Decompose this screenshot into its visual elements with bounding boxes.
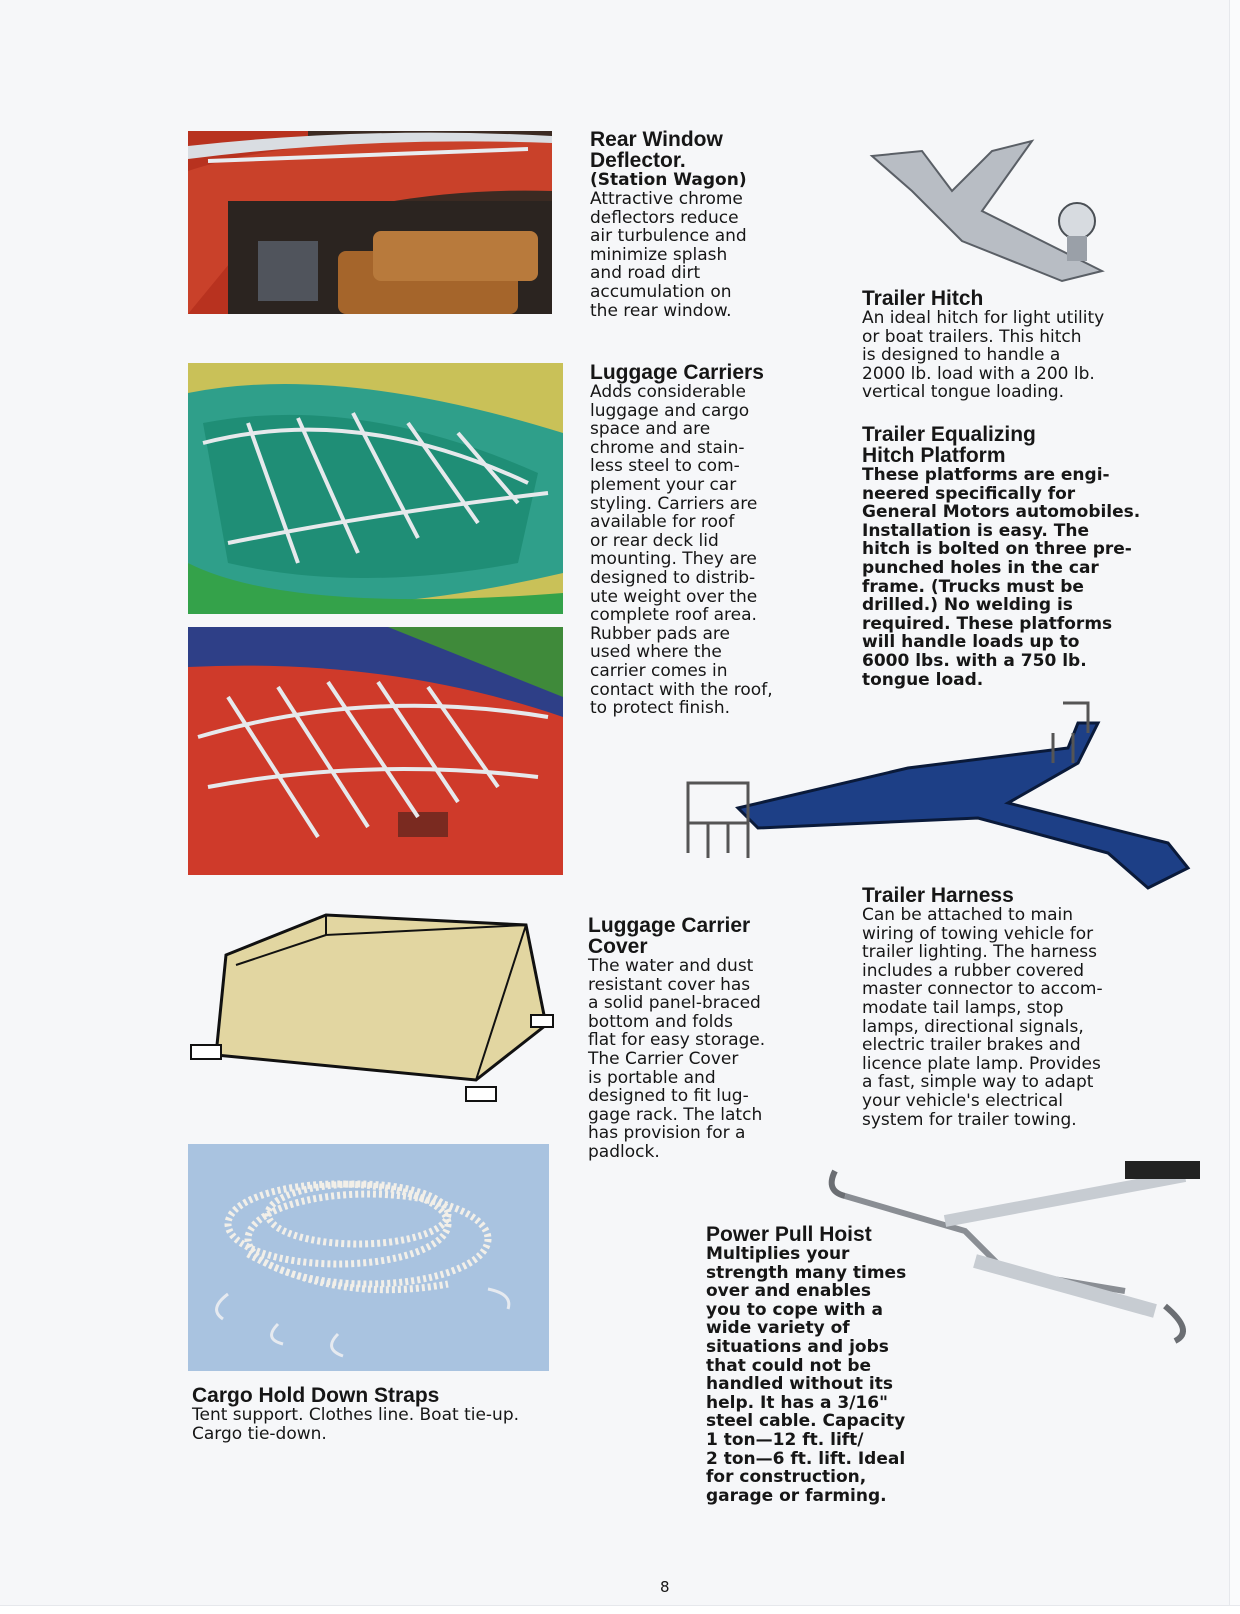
trailer-equalizing-title: Trailer Equalizing Hitch Platform: [862, 423, 1036, 467]
trailer-equalizing-text: These platforms are engi- neered specifically for General Motors automobiles. Installation is easy. The hitch is bolted on three pre- punched holes in the car frame. (Trucks must be drilled.) No welding is required. These platforms will handle loads up to 6000 lbs. with a 750 lb. tongue load.: [862, 465, 1141, 690]
cargo-straps-section: [192, 1385, 572, 1443]
power-pull-hoist-text: Multiplies your strength many times over and enables you to cope with a wide variety of situations and jobs that could not be handled without its help. It has a 3/16" steel cable. Capacity 1 ton—12 ft. lift/ 2 ton—6 ft. lift. Ideal for construction, garage or farming.: [706, 1244, 907, 1506]
cargo-straps-text: Tent support. Clothes line. Boat tie-up. Cargo tie-down.: [192, 1405, 520, 1444]
trailer-hitch-title: Trailer Hitch: [862, 287, 984, 310]
luggage-carrier-cover-title: Luggage Carrier Cover: [588, 914, 751, 958]
rear-window-deflector-text: Attractive chrome deflectors reduce air turbulence and minimize splash and road dirt accumulation on the rear window.: [590, 189, 747, 321]
cargo-straps-photo: [188, 1144, 549, 1371]
rear-window-deflector-subtitle: (Station Wagon): [590, 170, 747, 190]
power-pull-hoist-title: Power Pull Hoist: [706, 1223, 872, 1246]
rear-window-deflector-title: Rear Window Deflector.: [590, 128, 723, 172]
luggage-carrier-cover-text: The water and dust resistant cover has a solid panel-braced bottom and folds flat for easy storage. The Carrier Cover is portable and designed to fit lug- gage rack. The latch has provision for a padlock.: [588, 956, 766, 1162]
luggage-carriers-text: Adds considerable luggage and cargo space and are chrome and stain- less steel to com- plement your car styling. Carriers are available for roof or rear deck lid mounting. They are designed to distrib- ute weight over the complete roof area. Rubber pads are used where the carrier comes in contact with the roof, to protect finish.: [590, 382, 773, 719]
rear-window-deflector-section: [590, 129, 850, 320]
page-edge: [1229, 0, 1240, 1614]
luggage-carrier-red-photo: [188, 627, 563, 875]
luggage-carrier-cover-section: [588, 915, 848, 1162]
power-pull-hoist-section: [706, 1224, 946, 1505]
trailer-harness-title: Trailer Harness: [862, 884, 1014, 907]
trailer-hitch-photo: [862, 131, 1122, 285]
luggage-carriers-section: [590, 362, 850, 718]
trailer-equalizing-section: [862, 424, 1162, 689]
cargo-straps-title: Cargo Hold Down Straps: [192, 1384, 440, 1407]
page-number: 8: [660, 1578, 670, 1596]
page-bottom-edge: [0, 1605, 1240, 1614]
trailer-harness-section: [862, 885, 1162, 1129]
trailer-harness-text: Can be attached to main wiring of towing vehicle for trailer lighting. The harness includes a rubber covered master connector to accom- modate tail lamps, stop lamps, directional signals, electric trailer brakes and licence plate lamp. Provides a fast, simple way to adapt your vehicle's electrical system for trailer towing.: [862, 905, 1103, 1130]
rear-window-deflector-photo: [188, 131, 552, 314]
equalizing-hitch-platform-photo: [678, 693, 1213, 893]
luggage-carrier-cover-drawing: [186, 905, 566, 1115]
luggage-carrier-green-photo: [188, 363, 563, 614]
luggage-carriers-title: Luggage Carriers: [590, 361, 764, 384]
trailer-hitch-text: An ideal hitch for light utility or boat trailers. This hitch is designed to handle a 2000 lb. load with a 200 lb. vertical tongue loading.: [862, 308, 1105, 403]
trailer-hitch-section: [862, 288, 1162, 402]
